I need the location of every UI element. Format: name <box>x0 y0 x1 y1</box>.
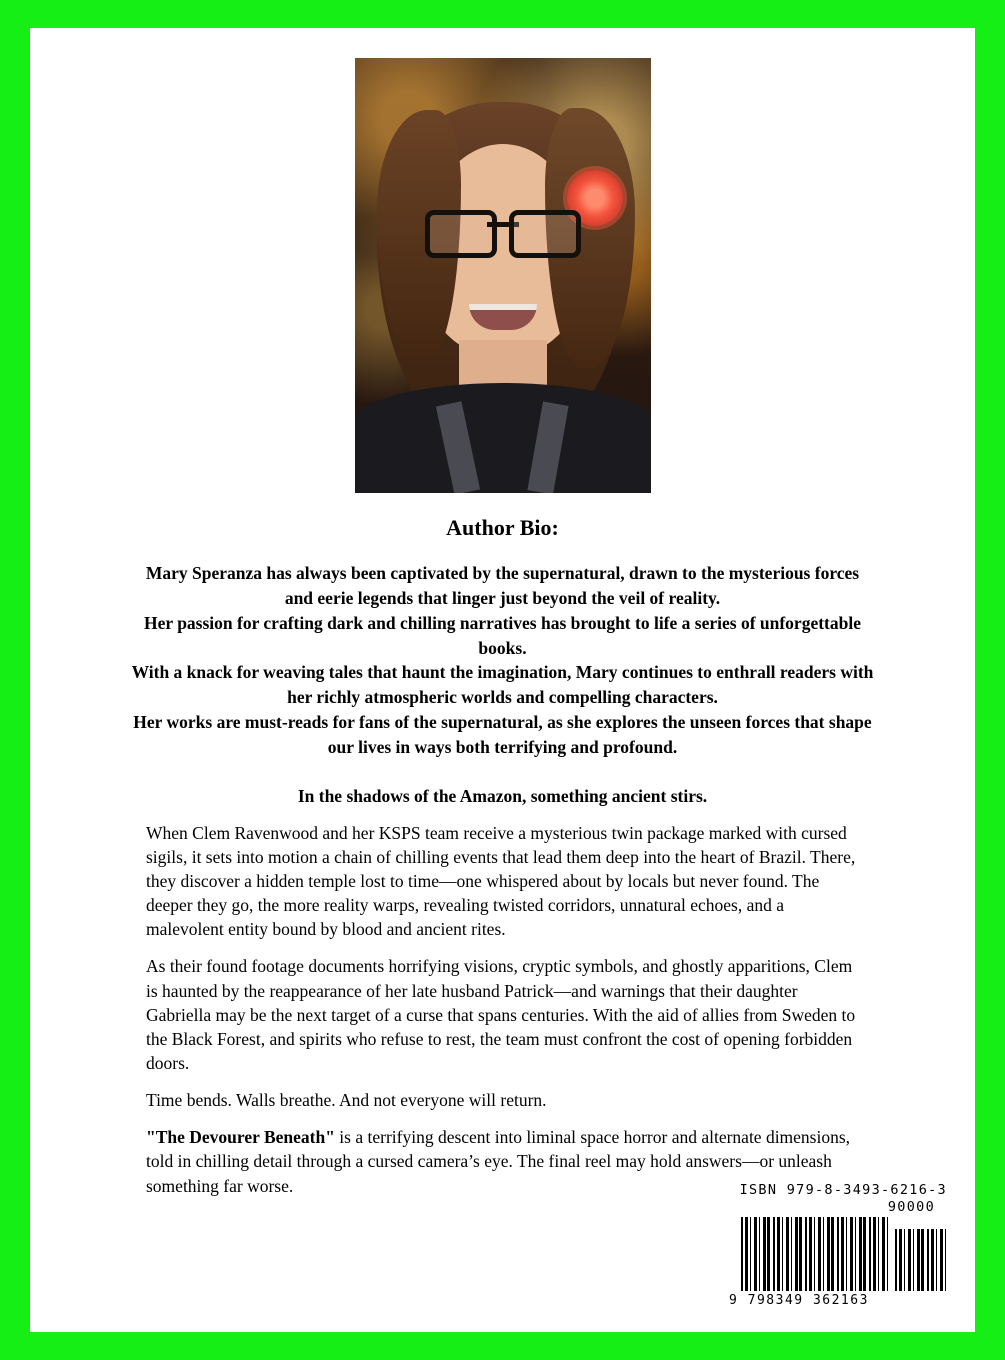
description-paragraph: Time bends. Walls breathe. And not everyone will return. <box>146 1090 547 1111</box>
shoulders-shape <box>355 383 651 493</box>
eyeglasses-shape <box>425 210 581 250</box>
lens-right <box>509 210 581 258</box>
book-description <box>146 821 859 1198</box>
strap-right <box>527 401 568 493</box>
barcode-main-bars <box>741 1217 889 1291</box>
barcode-number: 9 798349 362163 <box>729 1293 869 1308</box>
description-paragraph: As their found footage documents horrifying visions, cryptic symbols, and ghostly apparitions, Clem is haunted by the reappearance of her late husband Patrick—and warnings that their daughter Gabriella may be the next target of a curse that spans centuries. With the aid of allies from Sweden to the Black Forest, and spirits who refuse to rest, the team must confront the cost of opening forbidden doors. <box>146 956 856 1074</box>
author-bio-text <box>130 561 875 760</box>
book-title-following-text: is a terrifying descent into liminal space horror and alternate dimensions, told in chilling detail through a cursed camera’s eye. The final reel may hold answers—or unleash something far worse. <box>146 1127 851 1196</box>
isbn-label: ISBN 979-8-3493-6216-3 <box>739 1182 947 1198</box>
bio-line: With a knack for weaving tales that haunt the imagination, Mary continues to enthrall readers with her richly atmospheric worlds and compelling characters. <box>131 662 874 708</box>
author-photo-container <box>30 28 975 493</box>
back-cover-page <box>30 28 975 1332</box>
author-portrait-image <box>355 58 651 493</box>
bio-line: Her works are must-reads for fans of the supernatural, as she explores the unseen forces that shape our lives in ways both terrifying and profound. <box>133 712 872 757</box>
lens-left <box>425 210 497 258</box>
price-code-label: 90000 <box>887 1199 935 1215</box>
book-title-inline: "The Devourer Beneath" <box>146 1127 335 1148</box>
bio-line: Her passion for crafting dark and chilling narratives has brought to life a series of unforgettable books. <box>143 612 861 658</box>
strap-left <box>435 401 479 493</box>
text-content <box>30 515 975 1198</box>
barcode-block <box>727 1182 947 1308</box>
description-paragraph: When Clem Ravenwood and her KSPS team receive a mysterious twin package marked with cursed sigils, it sets into motion a chain of chilling events that lead them deep into the heart of Brazil. There, they discover a hidden temple lost to time—one whispered about by locals but never found. The deeper they go, the more reality warps, revealing twisted corridors, unnatural echoes, and a malevolent entity bound by blood and ancient rites. <box>146 822 856 940</box>
barcode-addon-bars <box>895 1229 947 1291</box>
book-tagline: In the shadows of the Amazon, something ancient stirs. <box>297 785 708 806</box>
bio-line: Mary Speranza has always been captivated by the supernatural, drawn to the mysterious forces and eerie legends that linger just beyond the veil of reality. <box>145 563 860 608</box>
barcode-bars <box>727 1217 947 1291</box>
author-bio-heading: Author Bio: <box>446 515 559 540</box>
